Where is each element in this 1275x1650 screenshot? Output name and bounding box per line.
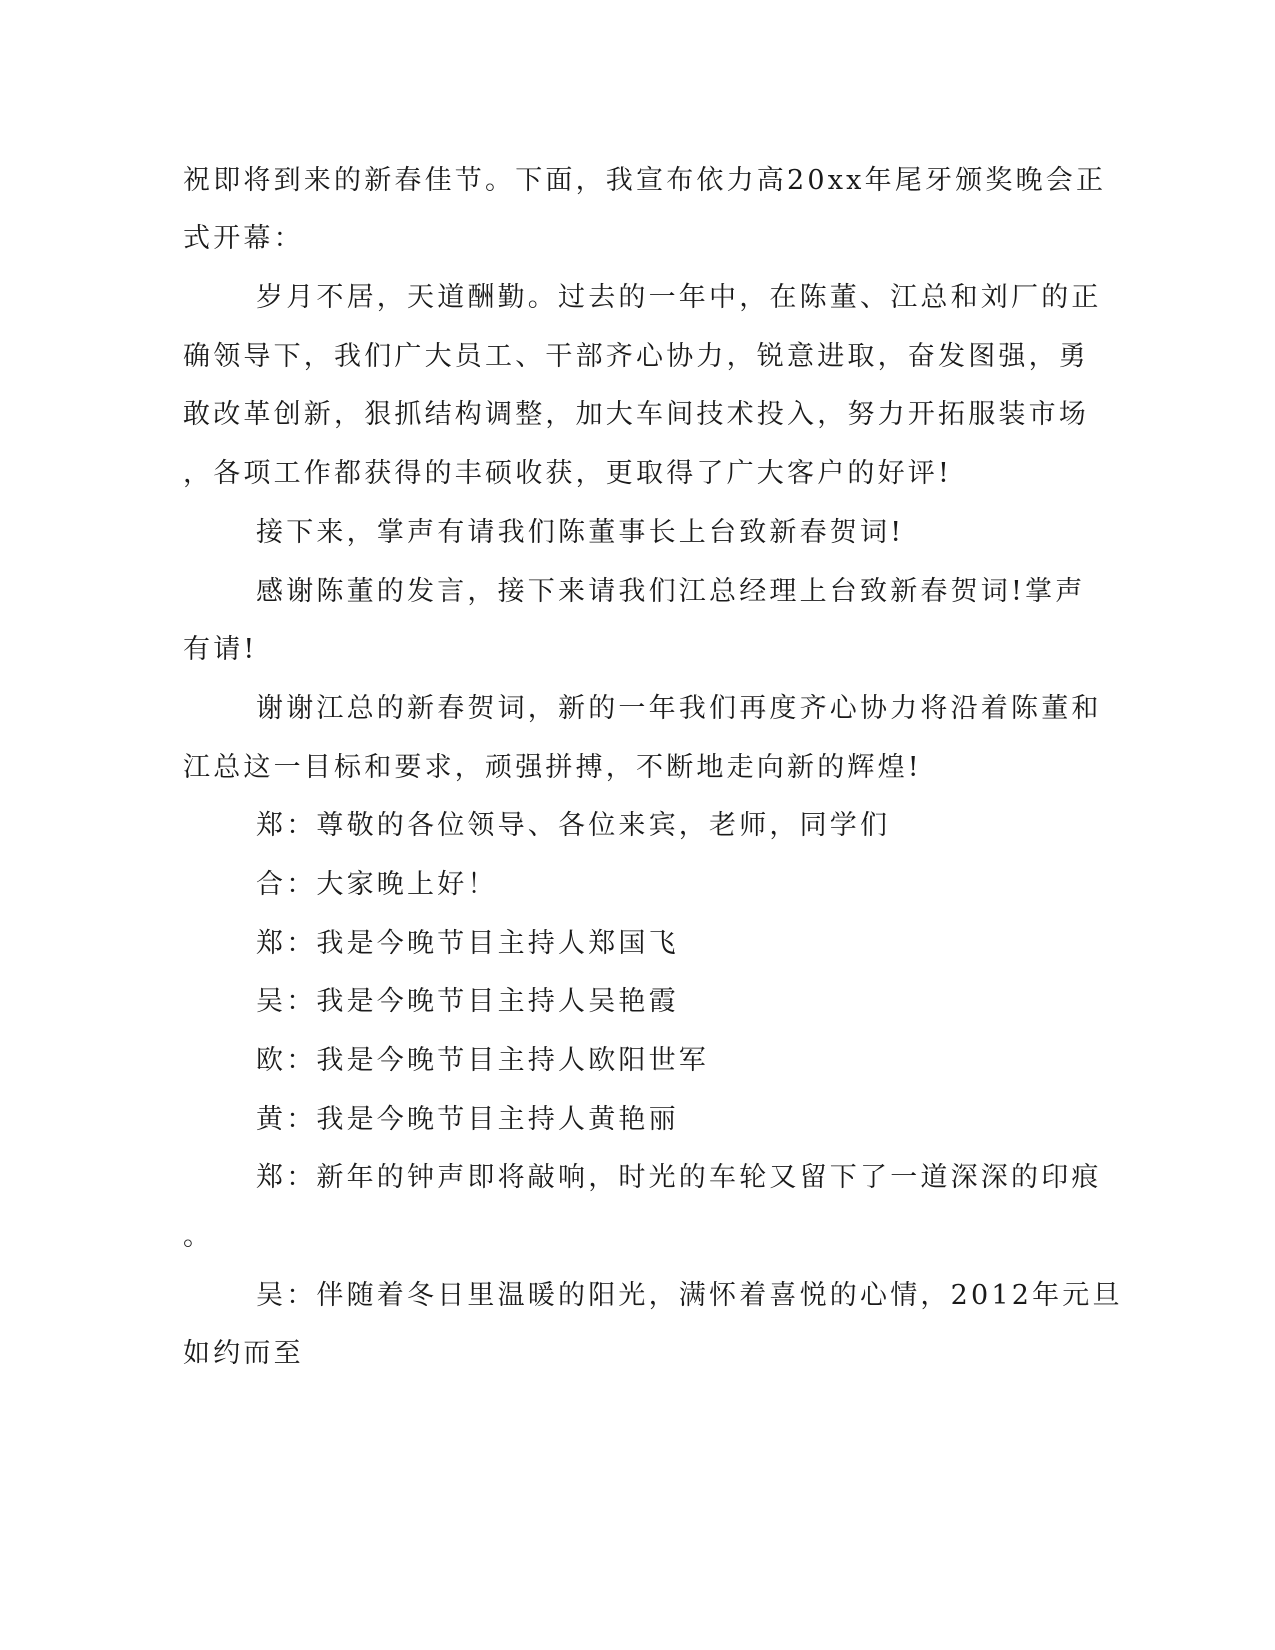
- dialogue-line: 。: [183, 1221, 214, 1252]
- dialogue-line: 郑：我是今晚节目主持人郑国飞: [256, 928, 679, 959]
- dialogue-line: 郑：尊敬的各位领导、各位来宾，老师，同学们: [256, 810, 891, 841]
- dialogue-line: 黄：我是今晚节目主持人黄艳丽: [256, 1104, 679, 1135]
- paragraph-line: 感谢陈董的发言，接下来请我们江总经理上台致新春贺词!掌声: [256, 576, 1086, 607]
- paragraph-line: 确领导下，我们广大员工、干部齐心协力，锐意进取，奋发图强，勇: [183, 341, 1089, 372]
- paragraph-line: 岁月不居，天道酬勤。过去的一年中，在陈董、江总和刘厂的正: [256, 282, 1102, 313]
- paragraph-line: 有请!: [183, 634, 258, 665]
- paragraph-line: 敢改革创新，狠抓结构调整，加大车间技术投入，努力开拓服装市场: [183, 399, 1089, 430]
- paragraph-line: 接下来，掌声有请我们陈董事长上台致新春贺词!: [256, 517, 905, 548]
- paragraph-line: 江总这一目标和要求，顽强拼搏，不断地走向新的辉煌!: [183, 752, 922, 783]
- paragraph-line: 祝即将到来的新春佳节。下面，我宣布依力高20xx年尾牙颁奖晚会正: [183, 165, 1107, 196]
- dialogue-line: 欧：我是今晚节目主持人欧阳世军: [256, 1045, 709, 1076]
- paragraph-line: ，各项工作都获得的丰硕收获，更取得了广大客户的好评!: [183, 458, 953, 489]
- dialogue-line: 吴：伴随着冬日里温暖的阳光，满怀着喜悦的心情，2012年元旦: [256, 1280, 1123, 1311]
- paragraph-line: 谢谢江总的新春贺词，新的一年我们再度齐心协力将沿着陈董和: [256, 693, 1102, 724]
- paragraph-line: 式开幕：: [183, 223, 304, 254]
- dialogue-line: 郑：新年的钟声即将敲响，时光的车轮又留下了一道深深的印痕: [256, 1162, 1102, 1193]
- dialogue-line: 吴：我是今晚节目主持人吴艳霞: [256, 986, 679, 1017]
- dialogue-line: 如约而至: [183, 1338, 304, 1369]
- dialogue-line: 合：大家晚上好！: [256, 869, 498, 900]
